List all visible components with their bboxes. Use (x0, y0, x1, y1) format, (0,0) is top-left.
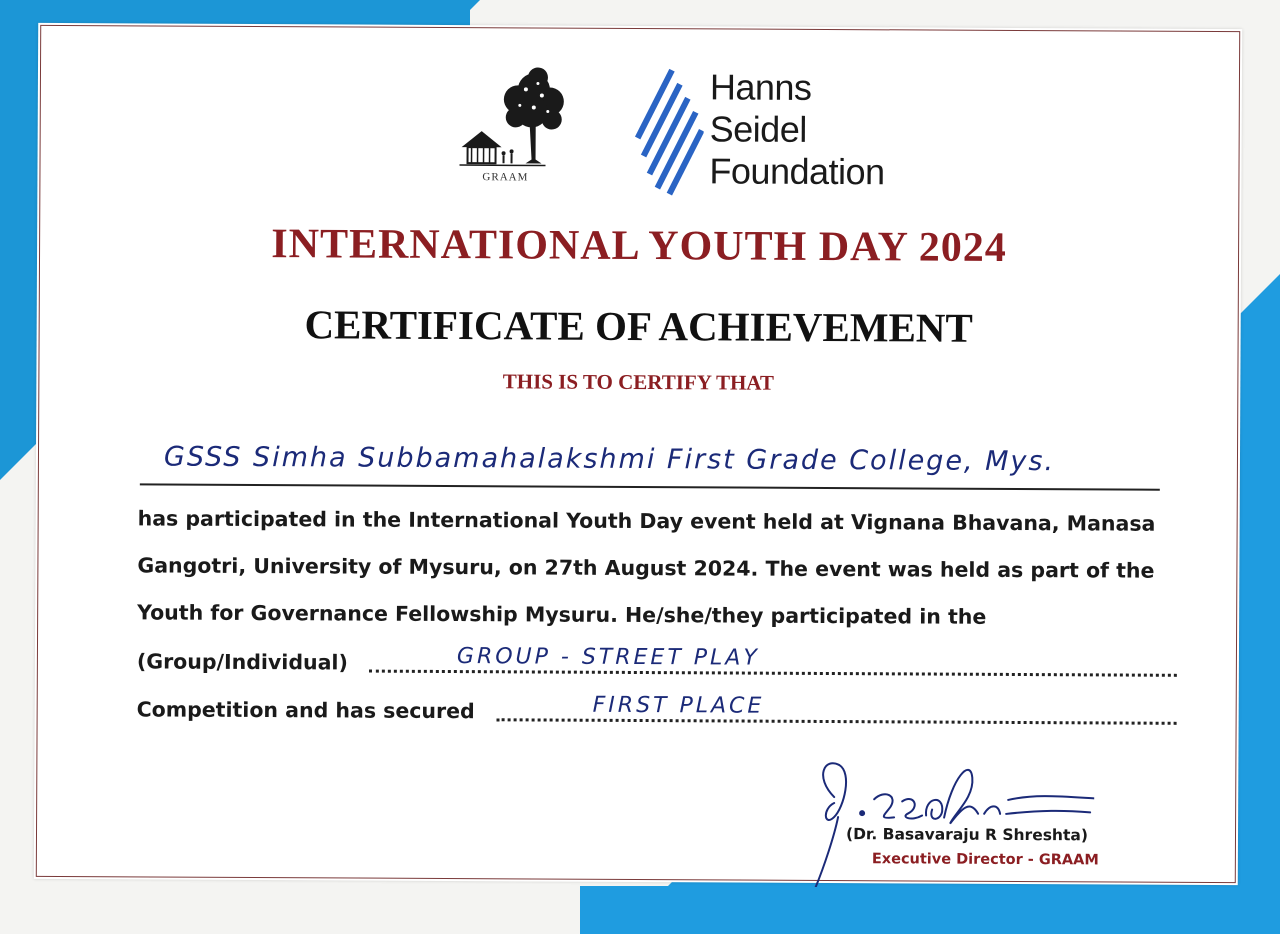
graam-logo-label: GRAAM (482, 171, 529, 184)
signatory-name: (Dr. Basavaraju R Shreshta) (845, 825, 1089, 845)
category-dotted-line (369, 670, 1177, 677)
certificate-paper (34, 23, 1242, 885)
certificate-title: CERTIFICATE OF ACHIEVEMENT (304, 301, 973, 351)
hsf-line-2: Seidel (709, 108, 807, 150)
certificate-body-text: has participated in the International Youth Day event held at Vignana Bhavana, Manasa Gangotri, University of Mysuru, on 27th August 2024. The event was held as part of the Youth for Governance Fellowship Mysuru. He/she/they participated in the (137, 506, 1156, 629)
event-title: INTERNATIONAL YOUTH DAY 2024 (271, 221, 1007, 271)
hsf-wordmark (709, 66, 885, 193)
category-label: (Group/Individual) (136, 649, 348, 675)
secured-row (137, 685, 1177, 730)
secured-handwritten: FIRST PLACE (592, 692, 765, 719)
secured-dotted-line (497, 718, 1177, 725)
recipient-name-line (140, 435, 1160, 490)
category-row (137, 637, 1177, 682)
hsf-line-3: Foundation (709, 150, 885, 193)
hsf-line-1: Hanns (709, 66, 812, 108)
signatory-title: Executive Director - GRAAM (871, 851, 1099, 869)
secured-label: Competition and has secured (136, 697, 475, 724)
recipient-name-handwritten: GSSS Simha Subbamahalakshmi First Grade College, Mys. (163, 441, 1056, 478)
graam-tree-logo-icon (445, 59, 576, 190)
hsf-stripes-logo-icon (633, 66, 704, 196)
background-strip-bottom (580, 886, 1280, 934)
certify-line: THIS IS TO CERTIFY THAT (502, 369, 775, 395)
category-handwritten: GROUP - STREET PLAY (456, 644, 760, 671)
